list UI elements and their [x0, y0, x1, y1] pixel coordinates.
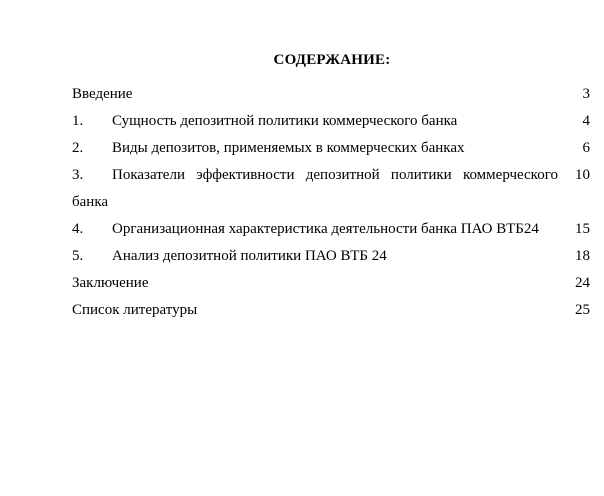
toc-heading: СОДЕРЖАНИЕ: [273, 52, 391, 68]
toc-entry-number: 2. [72, 140, 84, 156]
toc-entry-title-line1: Показатели эффективности депозитной политики коммерческого [112, 167, 558, 183]
toc-entry-page: 25 [575, 302, 590, 318]
toc-entry-5 [72, 246, 590, 273]
toc-entry-number: 1. [72, 113, 84, 129]
toc-entry-title: Сущность депозитной политики коммерческого банка [112, 113, 458, 129]
toc-entry-number: 3. [72, 167, 84, 183]
toc-entry-page: 18 [575, 248, 590, 264]
toc-entry-2 [72, 138, 590, 165]
toc-entry-conclusion [72, 273, 590, 300]
toc-entry-page: 24 [575, 275, 590, 291]
toc-entry-title-line2: банка [72, 194, 109, 210]
toc-entry-intro [72, 84, 590, 111]
toc-entry-title: Анализ депозитной политики ПАО ВТБ 24 [112, 248, 387, 264]
toc-entry-page: 6 [582, 140, 590, 156]
toc-entry-page: 15 [575, 221, 590, 237]
toc-entry-page: 3 [582, 86, 590, 102]
toc-entry-title: Введение [72, 86, 133, 102]
table-of-contents [72, 84, 590, 327]
toc-entry-1 [72, 111, 590, 138]
toc-entry-page: 10 [575, 167, 590, 183]
toc-entry-title: Список литературы [72, 302, 198, 318]
toc-entry-title: Виды депозитов, применяемых в коммерческих банках [112, 140, 465, 156]
toc-entry-page: 4 [582, 113, 590, 129]
toc-entry-title: Заключение [72, 275, 149, 291]
toc-entry-3 [72, 165, 590, 219]
toc-entry-title: Организационная характеристика деятельности банка ПАО ВТБ24 [112, 221, 539, 237]
toc-entry-references [72, 300, 590, 327]
toc-entry-number: 4. [72, 221, 84, 237]
toc-entry-number: 5. [72, 248, 84, 264]
toc-entry-4 [72, 219, 590, 246]
